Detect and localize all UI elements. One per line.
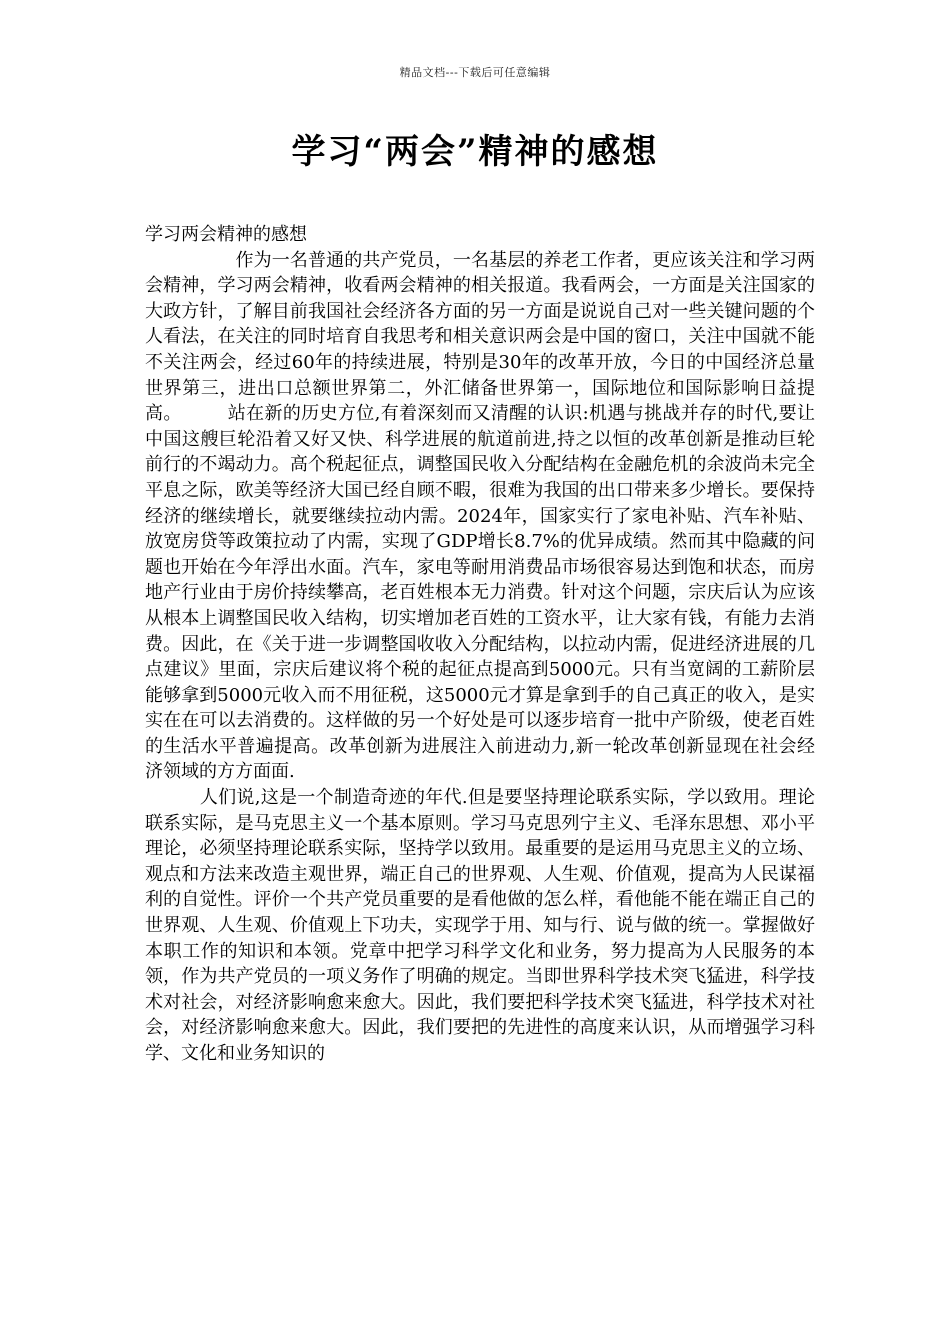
header-note: 精品文档---下载后可任意编辑	[399, 66, 551, 79]
document-title: 学习“两会”精神的感想	[291, 132, 659, 172]
document-subtitle: 学习两会精神的感想	[145, 224, 307, 245]
paragraph-1: 作为一名普通的共产党员，一名基层的养老工作者，更应该关注和学习两会精神，学习两会精神，收看两会精神的相关报道。我看两会，一方面是关注国家的大政方针，了解目前我国社会经济各方面的另一方面是说说自己对一些关键问题的个人看法，在关注的同时培育自我思考和相关意识两会是中国的窗口，关注中国就不能不关注两会，经过60年的持续进展，特别是30年的改革开放，今日的中国经济总量世界第三，进出口总额世界第二，外汇储备世界第一，国际地位和国际影响日益提高。 站在新的历史方位,有着深刻而又清醒的认识:机遇与挑战并存的时代,要让中国这艘巨轮沿着又好又快、科学进展的航道前进,持之以恒的改革创新是推动巨轮前行的不竭动力。高个税起征点，调整国民收入分配结构在金融危机的余波尚未完全平息之际，欧美等经济大国已经自顾不暇，很难为我国的出口带来多少增长。要保持经济的继续增长，就要继续拉动内需。2024年，国家实行了家电补贴、汽车补贴、放宽房贷等政策拉动了内需，实现了GDP增长8.7%的优异成绩。然而其中隐藏的问题也开始在今年浮出水面。汽车，家电等耐用消费品市场很容易达到饱和状态，而房地产行业由于房价持续攀高，老百姓根本无力消费。针对这个问题，宗庆后认为应该从根本上调整国民收入结构，切实增加老百姓的工资水平，让大家有钱，有能力去消费。因此，在《关于进一步调整国收收入分配结构，以拉动内需，促进经济进展的几点建议》里面，宗庆后建议将个税的起征点提高到5000元。只有当宽阔的工薪阶层能够拿到5000元收入而不用征税，这5000元才算是拿到手的自己真正的收入，是实实在在可以去消费的。这样做的另一个好处是可以逐步培育一批中产阶级，使老百姓的生活水平普遍提高。改革创新为进展注入前进动力,新一轮改革创新显现在社会经济领域的方方面面.	[145, 249, 815, 783]
document-body	[145, 222, 815, 1067]
paragraph-2: 人们说,这是一个制造奇迹的年代.但是要坚持理论联系实际，学以致用。理论联系实际，是马克思主义一个基本原则。学习马克思列宁主义、毛泽东思想、邓小平理论，必须坚持理论联系实际，坚持学以致用。最重要的是运用马克思主义的立场、观点和方法来改造主观世界，端正自己的世界观、人生观、价值观，提高为人民谋福利的自觉性。评价一个共产党员重要的是看他做的怎么样，看他能不能在端正自己的世界观、人生观、价值观上下功夫，实现学于用、知与行、说与做的统一。掌握做好本职工作的知识和本领。党章中把学习科学文化和业务，努力提高为人民服务的本领，作为共产党员的一项义务作了明确的规定。当即世界科学技术突飞猛进，科学技术对社会，对经济影响愈来愈大。因此，我们要把科学技术突飞猛进，科学技术对社会，对经济影响愈来愈大。因此，我们要把的先进性的高度来认识，从而增强学习科学、文化和业务知识的	[145, 787, 815, 1064]
